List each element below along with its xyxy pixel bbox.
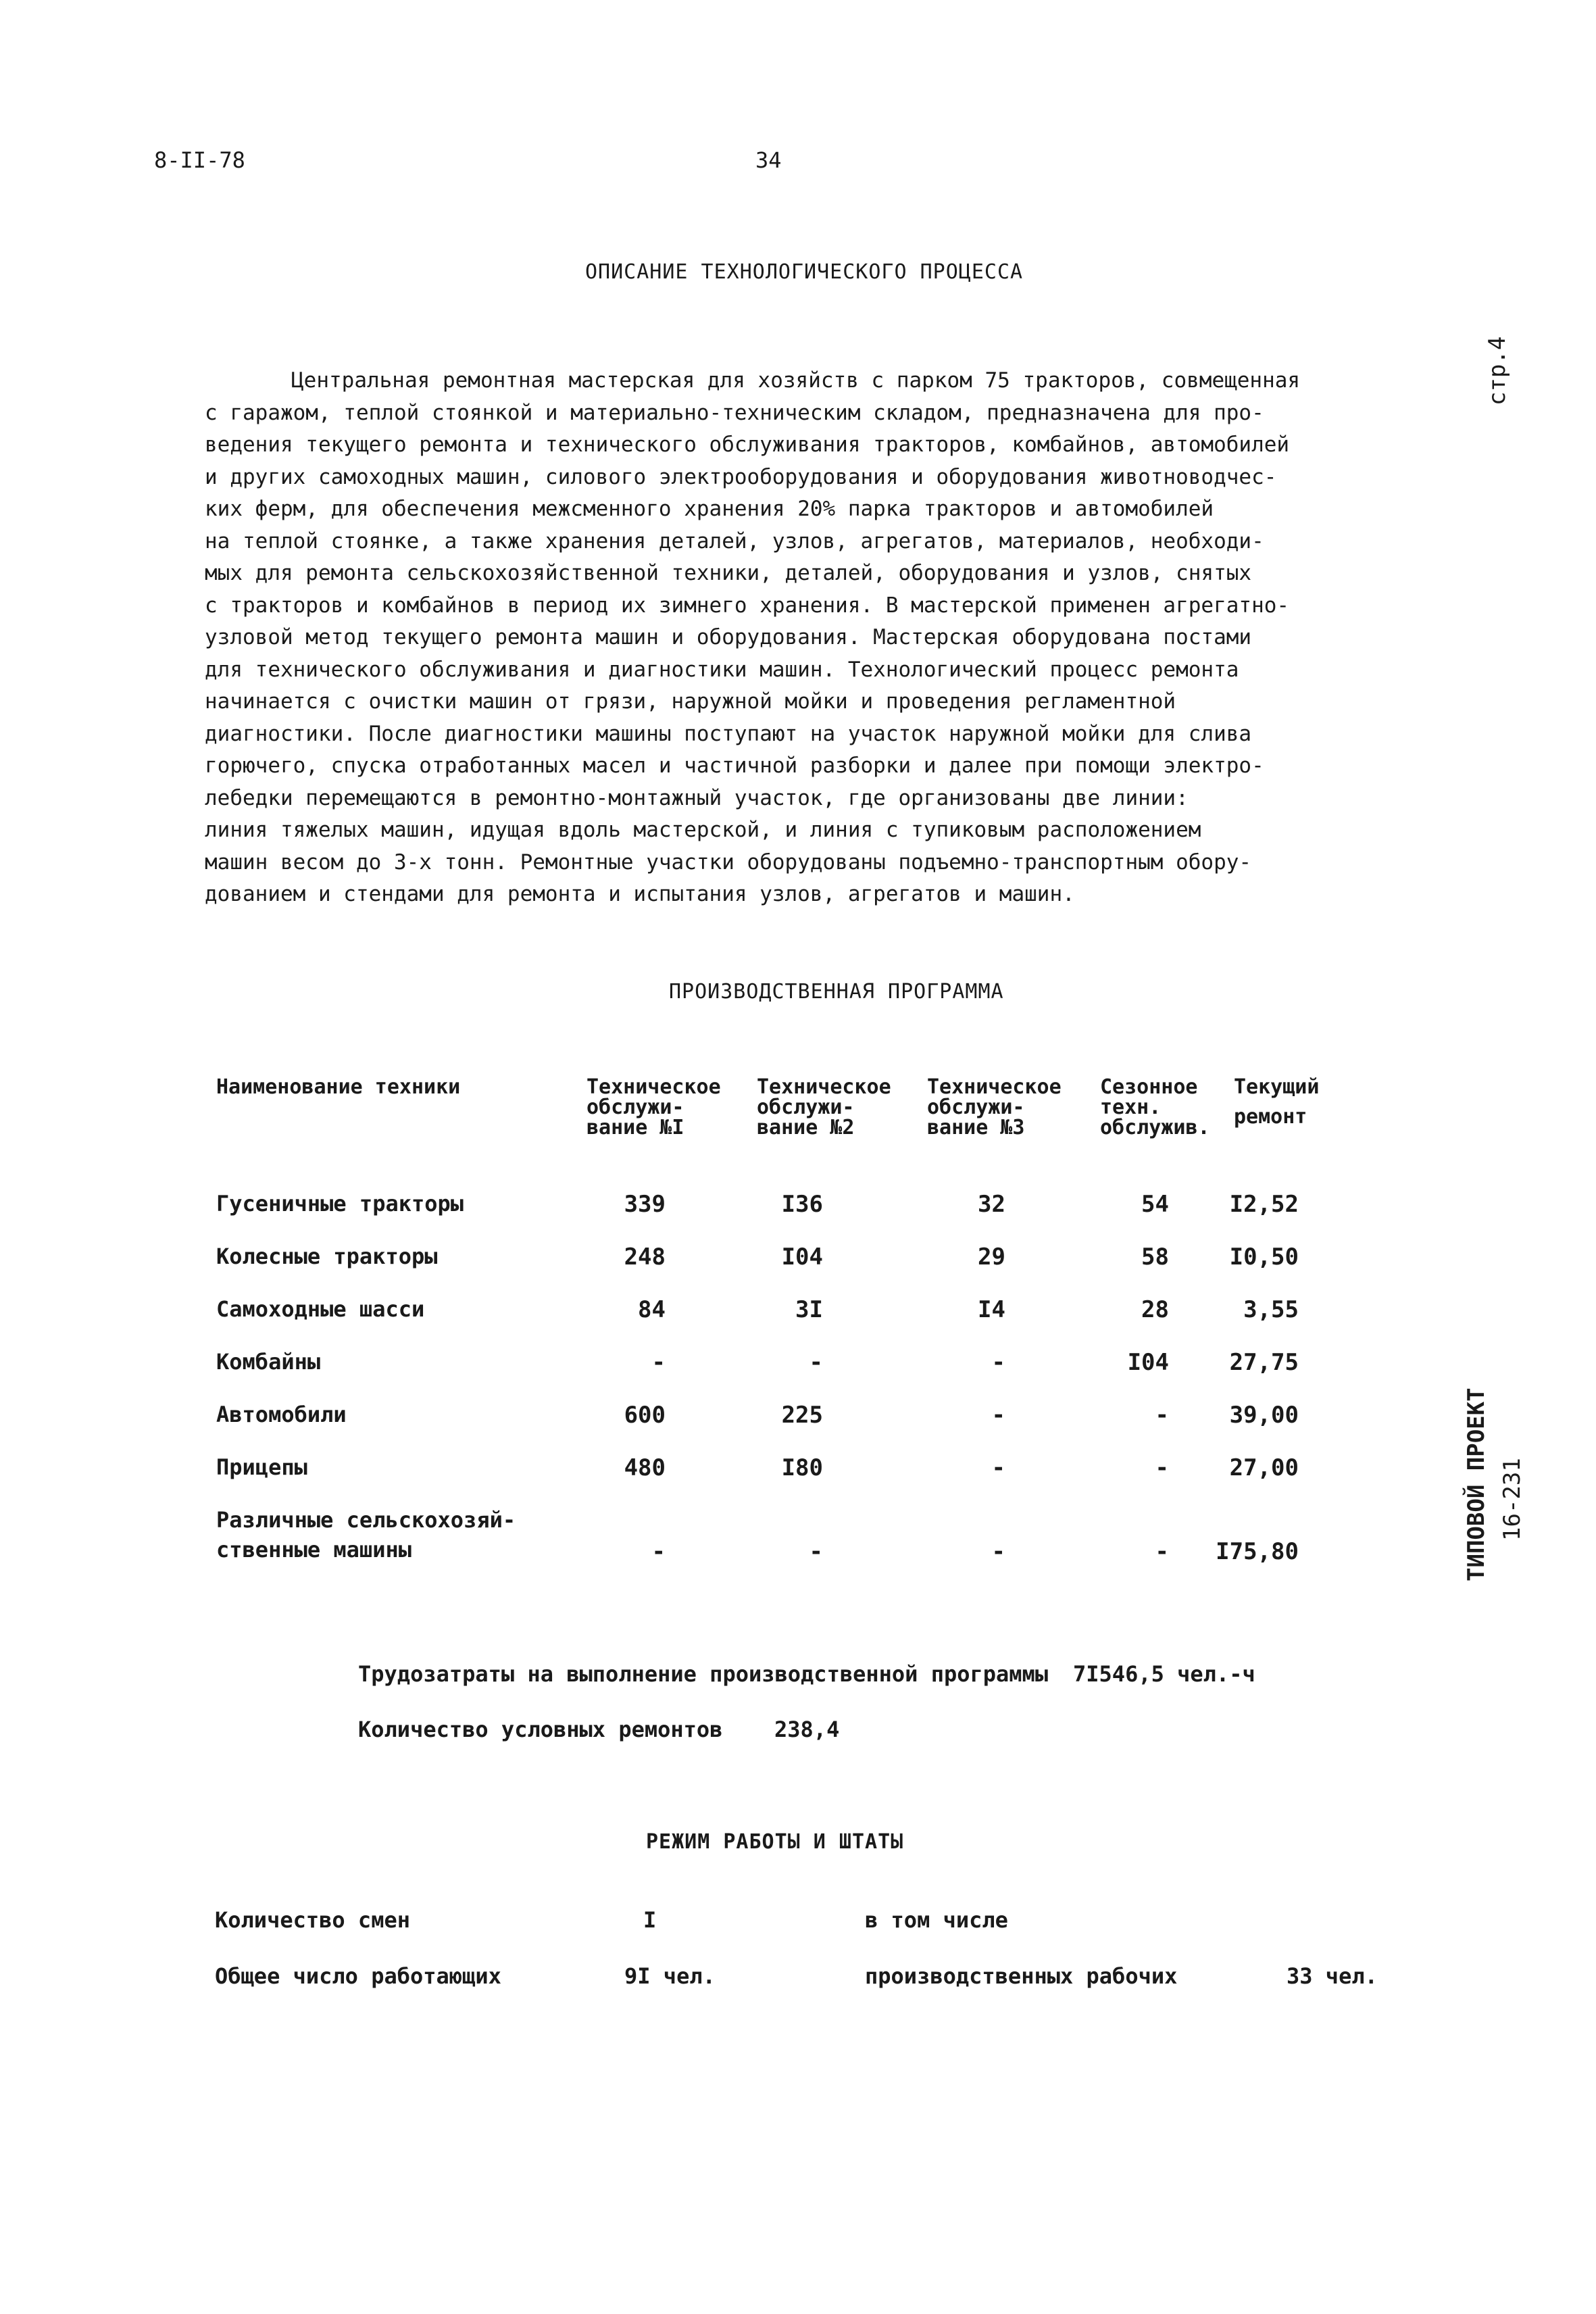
row-value: 54 <box>1141 1191 1169 1218</box>
column-header: Техническое <box>927 1075 1062 1099</box>
process-description <box>205 365 1367 911</box>
row-name: ственные машины <box>216 1537 412 1562</box>
row-value: 3I <box>795 1296 823 1323</box>
description-line: начинается с очистки машин от грязи, наружной мойки и проведения регламентной <box>205 689 1176 714</box>
project-title-label: ТИПОВОЙ ПРОЕКТ <box>1463 1387 1490 1581</box>
row-name: Комбайны <box>216 1349 321 1375</box>
row-value: - <box>991 1349 1005 1376</box>
description-line: лебедки перемещаются в ремонтно-монтажный участок, где организованы две линии: <box>205 785 1189 810</box>
row-value: 28 <box>1141 1296 1169 1323</box>
description-line: для технического обслуживания и диагностики машин. Технологический процесс ремонта <box>205 657 1239 682</box>
column-header: Наименование техники <box>216 1075 461 1099</box>
row-value: - <box>1155 1402 1169 1429</box>
row-value: - <box>651 1349 666 1376</box>
row-value: - <box>1155 1454 1169 1481</box>
row-value: 29 <box>978 1244 1005 1271</box>
row-value: 339 <box>624 1191 666 1218</box>
workers-label: Общее число работающих <box>215 1963 501 1989</box>
shifts-value: I <box>643 1907 657 1933</box>
row-value: - <box>809 1538 823 1565</box>
project-number-label: 16-231 <box>1499 1458 1526 1541</box>
row-value: I36 <box>781 1191 823 1218</box>
row-value: 39,00 <box>1229 1402 1299 1429</box>
row-name: Прицепы <box>216 1454 307 1480</box>
row-value: I2,52 <box>1229 1191 1299 1218</box>
production-workers-value: 33 чел. <box>1287 1963 1378 1989</box>
description-line: линия тяжелых машин, идущая вдоль мастерской, и линия с тупиковым расположением <box>205 818 1201 842</box>
row-name: Гусеничные тракторы <box>216 1191 464 1216</box>
repairs-value: 238,4 <box>774 1717 840 1742</box>
production-workers-label: производственных рабочих <box>865 1963 1178 1989</box>
description-line: и других самоходных машин, силового электрооборудования и оборудования животноводчес- <box>205 464 1277 489</box>
row-value: - <box>809 1349 823 1376</box>
column-header: обслужив. <box>1100 1116 1210 1139</box>
row-value: - <box>1155 1538 1169 1565</box>
column-header: ремонт <box>1234 1105 1307 1129</box>
column-header: обслужи- <box>757 1096 855 1119</box>
description-line: дованием и стендами для ремонта и испытания узлов, агрегатов и машин. <box>205 882 1075 906</box>
description-line: горючего, спуска отработанных масел и частичной разборки и далее при помощи электро- <box>205 754 1264 778</box>
row-value: - <box>991 1402 1005 1429</box>
page-number: 34 <box>755 147 782 173</box>
row-value: 27,75 <box>1229 1349 1299 1376</box>
row-value: 58 <box>1141 1244 1169 1271</box>
row-value: 248 <box>624 1244 666 1271</box>
repairs-label: Количество условных ремонтов <box>358 1717 723 1742</box>
document-code: 8-II-78 <box>154 147 245 173</box>
row-value: 3,55 <box>1243 1296 1299 1323</box>
description-line: узловой метод текущего ремонта машин и оборудования. Мастерская оборудована постами <box>205 625 1252 649</box>
row-value: - <box>991 1454 1005 1481</box>
description-line: с гаражом, теплой стоянкой и материально-техническим складом, предназначена для про- <box>205 400 1264 425</box>
column-header: обслужи- <box>927 1096 1025 1119</box>
row-value: I04 <box>1127 1349 1169 1376</box>
row-value: I80 <box>781 1454 823 1481</box>
description-line: диагностики. После диагностики машины поступают на участок наружной мойки для слива <box>205 721 1252 746</box>
row-value: I0,50 <box>1229 1244 1299 1271</box>
section-title-program: ПРОИЗВОДСТВЕННАЯ ПРОГРАММА <box>669 980 1004 1004</box>
row-value: 480 <box>624 1454 666 1481</box>
row-value: - <box>991 1538 1005 1565</box>
description-line: ведения текущего ремонта и технического обслуживания тракторов, комбайнов, автомобилей <box>205 433 1290 457</box>
row-name: Колесные тракторы <box>216 1244 438 1269</box>
column-header: вание №I <box>587 1116 684 1139</box>
row-name: Автомобили <box>216 1402 347 1427</box>
page-ref-label: стр.4 <box>1484 336 1511 405</box>
row-value: I04 <box>781 1244 823 1271</box>
shifts-label: Количество смен <box>215 1907 410 1933</box>
row-value: 600 <box>624 1402 666 1429</box>
row-name: Самоходные шасси <box>216 1296 425 1322</box>
column-header: Техническое <box>587 1075 721 1099</box>
row-value: 27,00 <box>1229 1454 1299 1481</box>
labor-label: Трудозатраты на выполнение производственной программы <box>358 1661 1049 1687</box>
column-header: вание №3 <box>927 1116 1025 1139</box>
workers-value: 9I чел. <box>624 1963 716 1989</box>
section-title-process: ОПИСАНИЕ ТЕХНОЛОГИЧЕСКОГО ПРОЦЕССА <box>585 260 1024 284</box>
row-value: - <box>651 1538 666 1565</box>
column-header: обслужи- <box>587 1096 684 1119</box>
row-value: 84 <box>638 1296 666 1323</box>
description-line: машин весом до 3-х тонн. Ремонтные участки оборудованы подъемно-транспортным обору- <box>205 850 1252 875</box>
description-line: на теплой стоянке, а также хранения деталей, узлов, агрегатов, материалов, необходи- <box>205 528 1264 553</box>
column-header: Текущий <box>1234 1075 1320 1099</box>
description-line: с тракторов и комбайнов в период их зимнего хранения. В мастерской применен агрегатно- <box>205 593 1290 618</box>
row-value: I4 <box>978 1296 1005 1323</box>
column-header: техн. <box>1100 1096 1162 1119</box>
labor-value: 7I546,5 чел.-ч <box>1073 1661 1255 1687</box>
description-line: ких ферм, для обеспечения межсменного хранения 20% парка тракторов и автомобилей <box>205 497 1214 521</box>
including-label: в том числе <box>865 1907 1008 1933</box>
column-header: Сезонное <box>1100 1075 1198 1099</box>
row-value: 32 <box>978 1191 1005 1218</box>
column-header: Техническое <box>757 1075 891 1099</box>
row-value: 225 <box>781 1402 823 1429</box>
description-line: Центральная ремонтная мастерская для хозяйств с парком 75 тракторов, совмещенная <box>291 368 1301 393</box>
section-title-regime: РЕЖИМ РАБОТЫ И ШТАТЫ <box>646 1830 904 1854</box>
column-header: вание №2 <box>757 1116 855 1139</box>
row-name: Различные сельскохозяй- <box>216 1507 516 1533</box>
row-value: I75,80 <box>1216 1538 1299 1565</box>
description-line: мых для ремонта сельскохозяйственной техники, деталей, оборудования и узлов, снятых <box>205 561 1252 585</box>
